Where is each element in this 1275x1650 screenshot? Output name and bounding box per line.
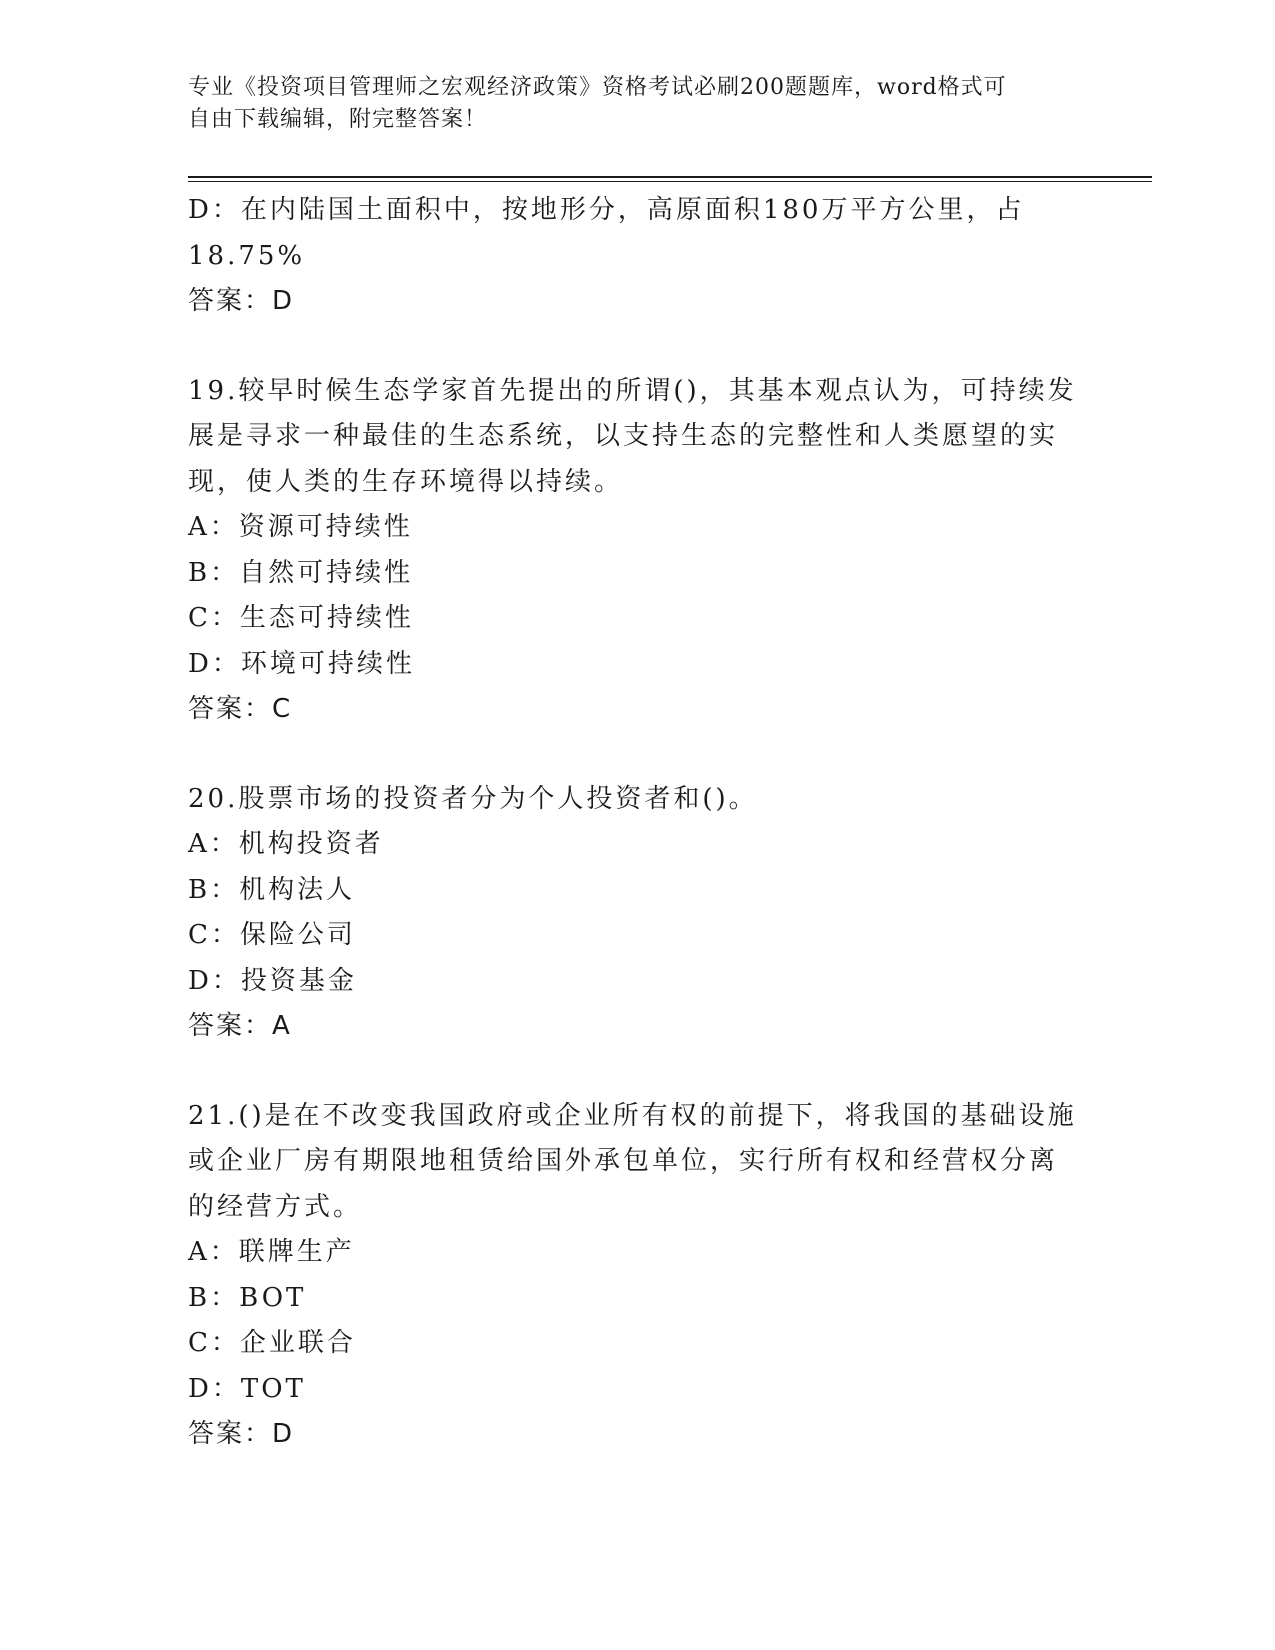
continuation-block — [188, 188, 1088, 325]
option-d-line-1: D：在内陆国土面积中，按地形分，高原面积180万平方公里，占 — [188, 195, 1025, 225]
option-d: D：环境可持续性 — [188, 648, 415, 679]
answer-line: 答案：A — [188, 1011, 292, 1041]
option-c: C：保险公司 — [188, 920, 356, 950]
question-text-line-1: 20.股票市场的投资者分为个人投资者和()。 — [188, 783, 758, 814]
option-c: C：生态可持续性 — [188, 603, 414, 633]
question-21 — [188, 1094, 1088, 1458]
option-d-line-2: 18.75% — [188, 240, 306, 271]
question-text-line-2: 或企业厂房有期限地租赁给国外承包单位，实行所有权和经营权分离 — [188, 1146, 1059, 1176]
question-text-line-1: 19.较早时候生态学家首先提出的所谓()，其基本观点认为，可持续发 — [188, 375, 1077, 406]
question-text-line-2: 展是寻求一种最佳的生态系统，以支持生态的完整性和人类愿望的实 — [188, 421, 1059, 451]
option-b: B：BOT — [188, 1282, 307, 1313]
question-20 — [188, 777, 1088, 1050]
option-b: B：自然可持续性 — [188, 557, 414, 588]
header-title-line-2: 自由下载编辑，附完整答案！ — [188, 107, 488, 132]
answer-line: 答案：D — [188, 1419, 295, 1449]
spacer — [188, 325, 1088, 369]
question-text-line-3: 现，使人类的生存环境得以持续。 — [188, 466, 624, 497]
question-19 — [188, 369, 1088, 733]
option-a: A：机构投资者 — [188, 829, 384, 859]
question-text-line-3: 的经营方式。 — [188, 1191, 363, 1222]
header-divider-thin — [188, 181, 1152, 182]
document-header — [188, 72, 1068, 136]
header-title-line-1: 专业《投资项目管理师之宏观经济政策》资格考试必刷200题题库，word格式可 — [188, 75, 1007, 100]
spacer — [188, 1050, 1088, 1094]
answer-line: 答案：D — [188, 286, 295, 316]
option-a: A：联牌生产 — [188, 1237, 355, 1267]
option-b: B：机构法人 — [188, 874, 356, 905]
question-list — [188, 188, 1088, 1458]
question-text-line-1: 21.()是在不改变我国政府或企业所有权的前提下，将我国的基础设施 — [188, 1100, 1077, 1131]
spacer — [188, 733, 1088, 777]
option-d: D：TOT — [188, 1373, 306, 1404]
header-divider-thick — [188, 176, 1152, 178]
option-d: D：投资基金 — [188, 965, 357, 996]
option-c: C：企业联合 — [188, 1328, 356, 1358]
option-a: A：资源可持续性 — [188, 512, 413, 542]
answer-line: 答案：C — [188, 694, 293, 724]
